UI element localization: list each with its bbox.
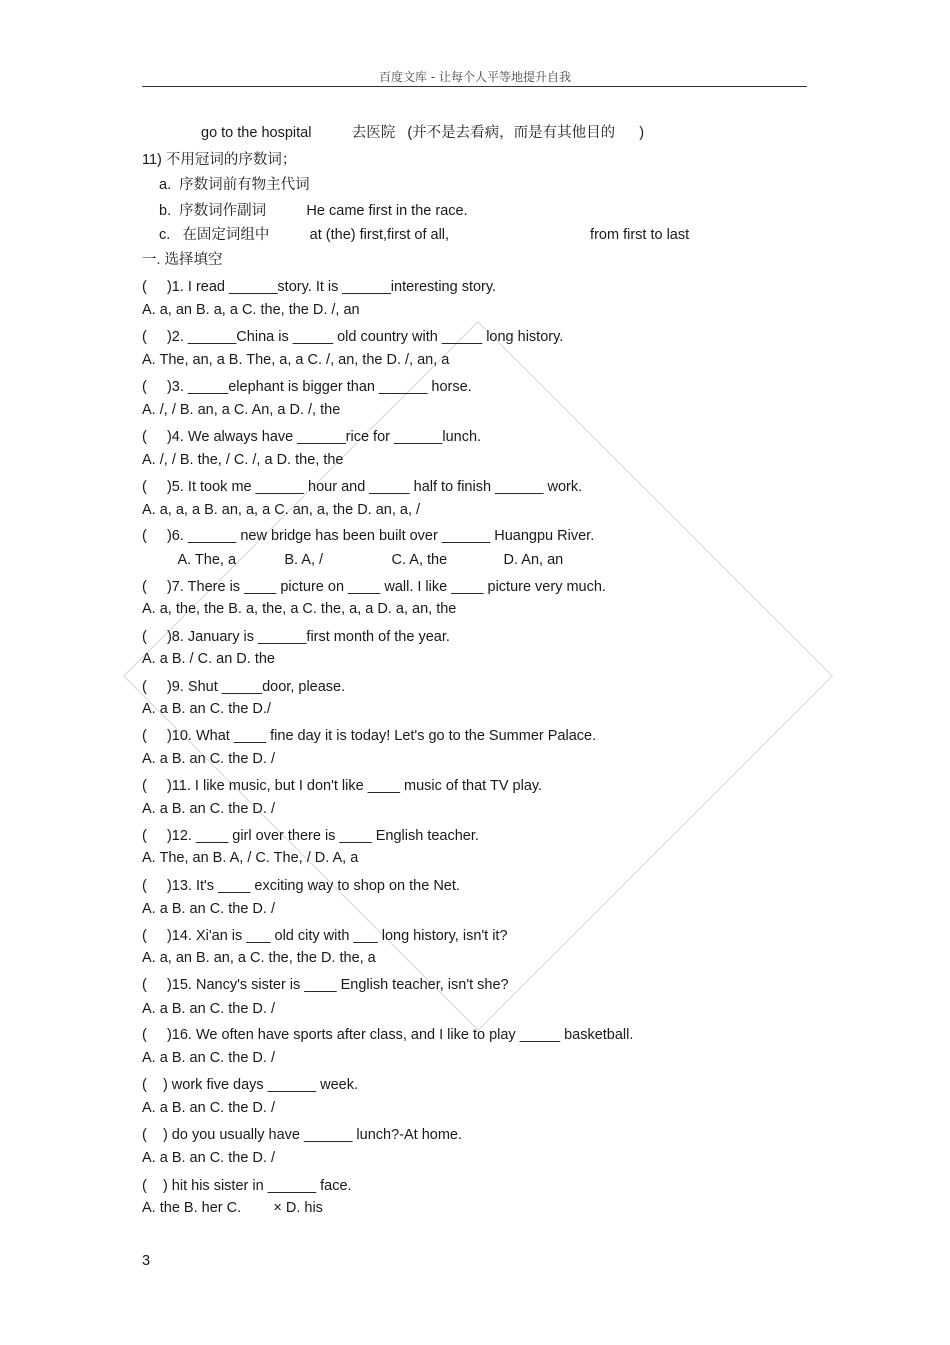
options-line: A. /, / B. an, a C. An, a D. /, the xyxy=(142,402,341,418)
question-line: ( ) work five days ______ week. xyxy=(142,1077,358,1093)
options-line: A. a B. an C. the D. / xyxy=(142,1050,275,1066)
options-line: A. a, an B. an, a C. the, the D. the, a xyxy=(142,950,376,966)
question-line: ( )16. We often have sports after class, and I like to play _____ basketball. xyxy=(142,1027,634,1043)
question-line: ( )15. Nancy's sister is ____ English teacher, isn't she? xyxy=(142,977,509,993)
options-line: A. /, / B. the, / C. /, a D. the, the xyxy=(142,452,344,468)
question-line: ( )11. I like music, but I don't like ____ music of that TV play. xyxy=(142,778,543,794)
options-line: A. a, a, a B. an, a, a C. an, a, the D. an, a, / xyxy=(142,502,421,518)
question-line: ( )13. It's ____ exciting way to shop on the Net. xyxy=(142,878,460,894)
options-line: A. a B. an C. the D. / xyxy=(142,751,275,767)
question-line: ( ) hit his sister in ______ face. xyxy=(142,1178,352,1194)
question-line: ( )7. There is ____ picture on ____ wall. I like ____ picture very much. xyxy=(142,579,606,595)
question-line: ( )4. We always have ______rice for ______lunch. xyxy=(142,429,482,445)
options-line: A. the B. her C. × D. his xyxy=(142,1200,323,1216)
text-line: go to the hospital 去医院 (并不是去看病，而是有其他目的 ) xyxy=(201,125,645,141)
text-line: 11) 不用冠词的序数词； xyxy=(142,152,297,168)
header-rule xyxy=(142,86,807,87)
question-line: ( )6. ______ new bridge has been built over ______ Huangpu River. xyxy=(142,528,595,544)
options-line: A. a B. an C. the D./ xyxy=(142,701,271,717)
question-line: ( ) do you usually have ______ lunch?-At home. xyxy=(142,1127,462,1143)
options-line: A. The, an, a B. The, a, a C. /, an, the D. /, an, a xyxy=(142,352,450,368)
question-line: ( )14. Xi'an is ___ old city with ___ long history, isn't it? xyxy=(142,928,508,944)
options-line: A. a, the, the B. a, the, a C. the, a, a D. a, an, the xyxy=(142,601,457,617)
question-line: ( )8. January is ______first month of the year. xyxy=(142,629,450,645)
text-line: a. 序数词前有物主代词 xyxy=(159,177,310,193)
options-line: A. a B. an C. the D. / xyxy=(142,801,275,817)
options-line: A. a B. an C. the D. / xyxy=(142,1001,275,1017)
question-line: ( )9. Shut _____door, please. xyxy=(142,679,346,695)
options-line: A. a B. / C. an D. the xyxy=(142,651,275,667)
question-line: ( )5. It took me ______ hour and _____ half to finish ______ work. xyxy=(142,479,583,495)
question-line: ( )2. ______China is _____ old country with _____ long history. xyxy=(142,329,564,345)
question-line: ( )10. What ____ fine day it is today! Let's go to the Summer Palace. xyxy=(142,728,597,744)
options-line: A. a B. an C. the D. / xyxy=(142,1150,275,1166)
options-line: A. a B. an C. the D. / xyxy=(142,1100,275,1116)
section-heading: 一. 选择填空 xyxy=(142,252,223,268)
options-line: A. a B. an C. the D. / xyxy=(142,901,275,917)
question-line: ( )1. I read ______story. It is ______interesting story. xyxy=(142,279,497,295)
question-line: ( )12. ____ girl over there is ____ English teacher. xyxy=(142,828,479,844)
page-number: 3 xyxy=(142,1253,151,1269)
question-line: ( )3. _____elephant is bigger than ______ horse. xyxy=(142,379,472,395)
options-line: A. The, a B. A, / C. A, the D. An, an xyxy=(142,552,564,568)
options-line: A. a, an B. a, a C. the, the D. /, an xyxy=(142,302,360,318)
options-line: A. The, an B. A, / C. The, / D. A, a xyxy=(142,850,359,866)
text-line: b. 序数词作副词 He came first in the race. xyxy=(159,203,468,219)
text-line: c. 在固定词组中 at (the) first,first of all, from first to last xyxy=(159,227,690,243)
page-header: 百度文库 - 让每个人平等地提升自我 xyxy=(379,70,571,84)
